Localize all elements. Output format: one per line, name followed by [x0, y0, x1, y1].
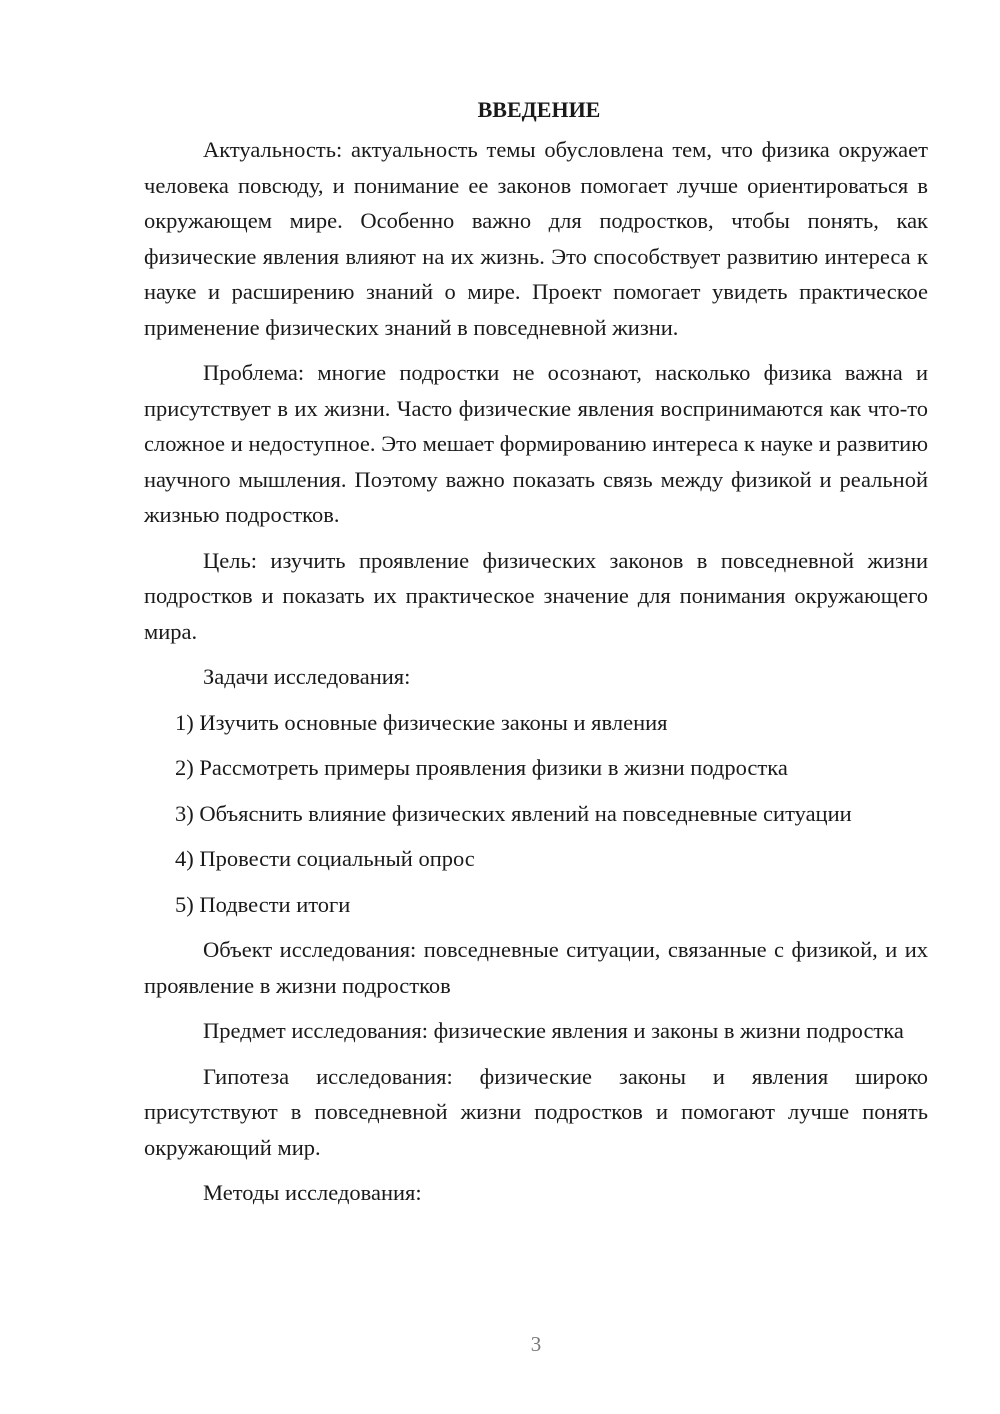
object-paragraph: Объект исследования: повседневные ситуации, связанные с физикой, и их проявление в жизни подростков — [144, 937, 928, 998]
page-content — [144, 92, 928, 1221]
problem-paragraph: Проблема: многие подростки не осознают, насколько физика важна и присутствует в их жизни. Часто физические явления воспринимаются как что-то сложное и недоступное. Это мешает формированию интереса к науке и развитию научного мышления. Поэтому важно показать связь между физикой и реальной жизнью подростков. — [144, 360, 928, 527]
tasks-heading: Задачи исследования: — [203, 664, 411, 689]
list-item: 3) Объяснить влияние физических явлений на повседневные ситуации — [175, 800, 852, 826]
hypothesis-paragraph: Гипотеза исследования: физические законы и явления широко присутствуют в повседневной жизни подростков и помогают лучше понять окружающий мир. — [144, 1063, 928, 1160]
relevance-paragraph: Актуальность: актуальность темы обусловлена тем, что физика окружает человека повсюду, и понимание ее законов помогает лучше ориентироваться в окружающем мире. Особенно важно для подростков, чтобы понять, как физические явления влияют на их жизнь. Это способствует развитию интереса к науке и расширению знаний о мире. Проект помогает увидеть практическое применение физических знаний в повседневной жизни. — [144, 137, 928, 340]
list-item: 1) Изучить основные физические законы и явления — [175, 709, 668, 735]
subject-paragraph: Предмет исследования: физические явления и законы в жизни подростка — [203, 1018, 904, 1043]
list-item: 5) Подвести итоги — [175, 891, 351, 917]
list-item: 2) Рассмотреть примеры проявления физики в жизни подростка — [175, 755, 788, 780]
page-number: 3 — [530, 1332, 542, 1356]
methods-heading: Методы исследования: — [203, 1180, 422, 1205]
list-item: 4) Провести социальный опрос — [175, 846, 475, 871]
page-title: ВВЕДЕНИЕ — [477, 97, 601, 122]
goal-paragraph: Цель: изучить проявление физических законов в повседневной жизни подростков и показать их практическое значение для понимания окружающего мира. — [144, 547, 928, 644]
